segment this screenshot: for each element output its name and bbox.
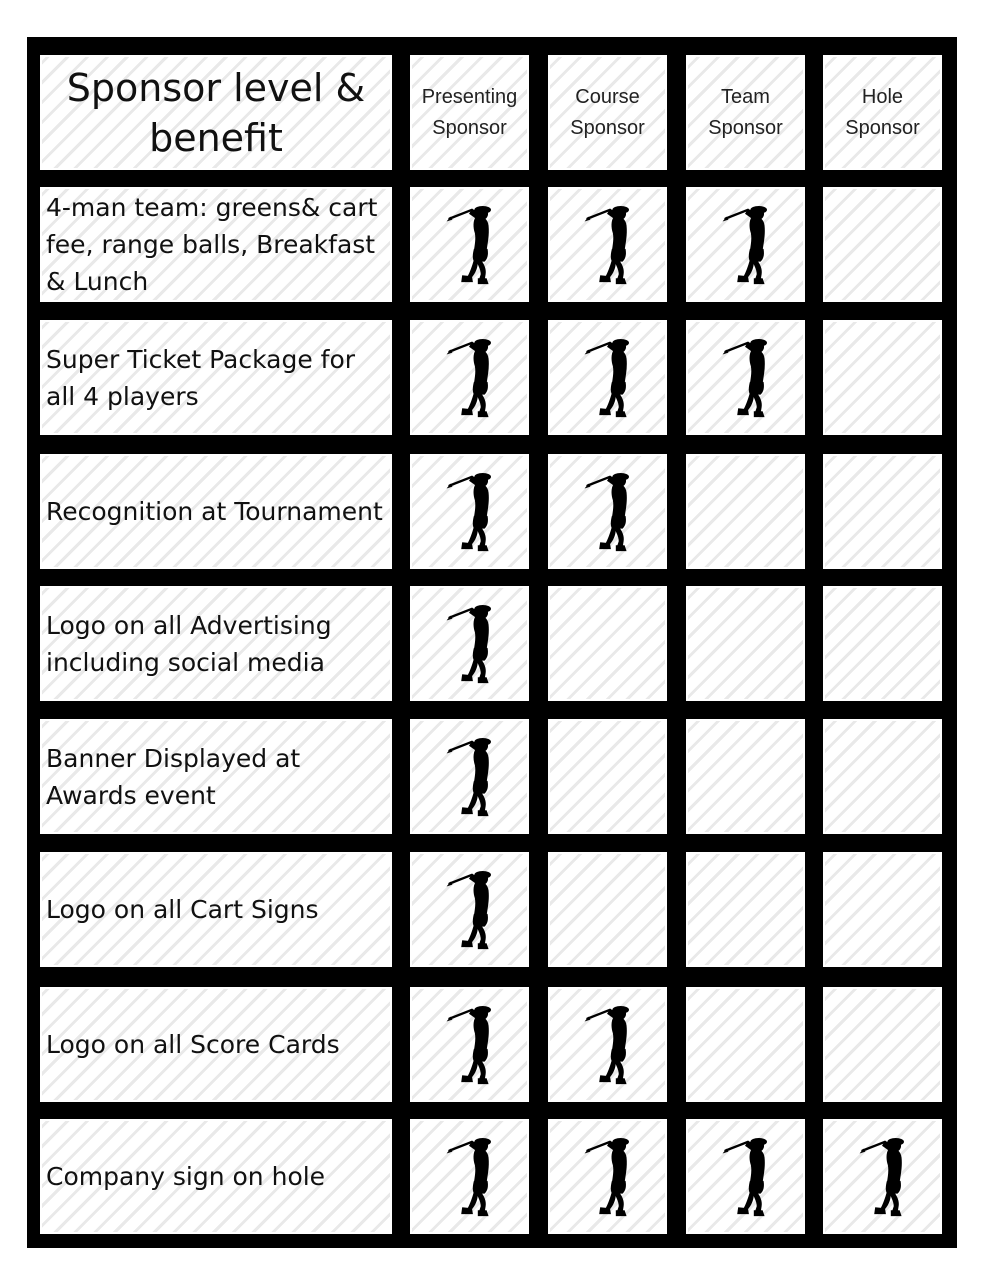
benefit-label: Company sign on hole [40,1119,392,1234]
benefit-cell [686,320,805,435]
golfer-silhouette-icon [578,1003,638,1087]
benefit-cell [548,454,667,569]
column-header: Hole Sponsor [823,55,942,170]
golfer-silhouette-icon [440,470,500,554]
benefit-label: Super Ticket Package for all 4 players [40,320,392,435]
benefit-cell [686,454,805,569]
benefit-cell [548,320,667,435]
benefit-cell [823,1119,942,1234]
sponsorship-table [27,37,957,1248]
golfer-silhouette-icon [440,735,500,819]
benefit-cell [410,1119,529,1234]
golfer-silhouette-icon [440,1135,500,1219]
benefit-cell [686,586,805,701]
table-title: Sponsor level & benefit [40,55,392,170]
benefit-label: Logo on all Score Cards [40,987,392,1102]
benefit-cell [548,987,667,1102]
benefit-cell [823,987,942,1102]
benefit-cell [548,187,667,302]
golfer-silhouette-icon [716,336,776,420]
golfer-silhouette-icon [578,336,638,420]
golfer-silhouette-icon [440,203,500,287]
benefit-cell [823,586,942,701]
benefit-cell [410,187,529,302]
benefit-cell [686,719,805,834]
benefit-cell [548,719,667,834]
benefit-label: Banner Displayed at Awards event [40,719,392,834]
benefit-label: Logo on all Cart Signs [40,852,392,967]
benefit-cell [823,852,942,967]
benefit-cell [686,852,805,967]
benefit-cell [410,987,529,1102]
golfer-silhouette-icon [578,470,638,554]
benefit-label: 4-man team: greens& cart fee, range balls, Breakfast & Lunch [40,187,392,302]
column-header: Team Sponsor [686,55,805,170]
benefit-cell [410,454,529,569]
benefit-cell [410,852,529,967]
golfer-silhouette-icon [440,336,500,420]
golfer-silhouette-icon [440,1003,500,1087]
benefit-cell [410,719,529,834]
golfer-silhouette-icon [853,1135,913,1219]
golfer-silhouette-icon [440,868,500,952]
column-header: Course Sponsor [548,55,667,170]
benefit-cell [410,320,529,435]
benefit-cell [686,1119,805,1234]
golfer-silhouette-icon [440,602,500,686]
benefit-label: Recognition at Tournament [40,454,392,569]
benefit-cell [823,454,942,569]
benefit-cell [548,1119,667,1234]
benefit-cell [410,586,529,701]
benefit-cell [823,187,942,302]
golfer-silhouette-icon [578,203,638,287]
column-header: Presenting Sponsor [410,55,529,170]
benefit-cell [548,586,667,701]
benefit-label: Logo on all Advertising including social media [40,586,392,701]
golfer-silhouette-icon [578,1135,638,1219]
benefit-cell [823,719,942,834]
benefit-cell [548,852,667,967]
golfer-silhouette-icon [716,1135,776,1219]
benefit-cell [686,187,805,302]
benefit-cell [823,320,942,435]
golfer-silhouette-icon [716,203,776,287]
benefit-cell [686,987,805,1102]
